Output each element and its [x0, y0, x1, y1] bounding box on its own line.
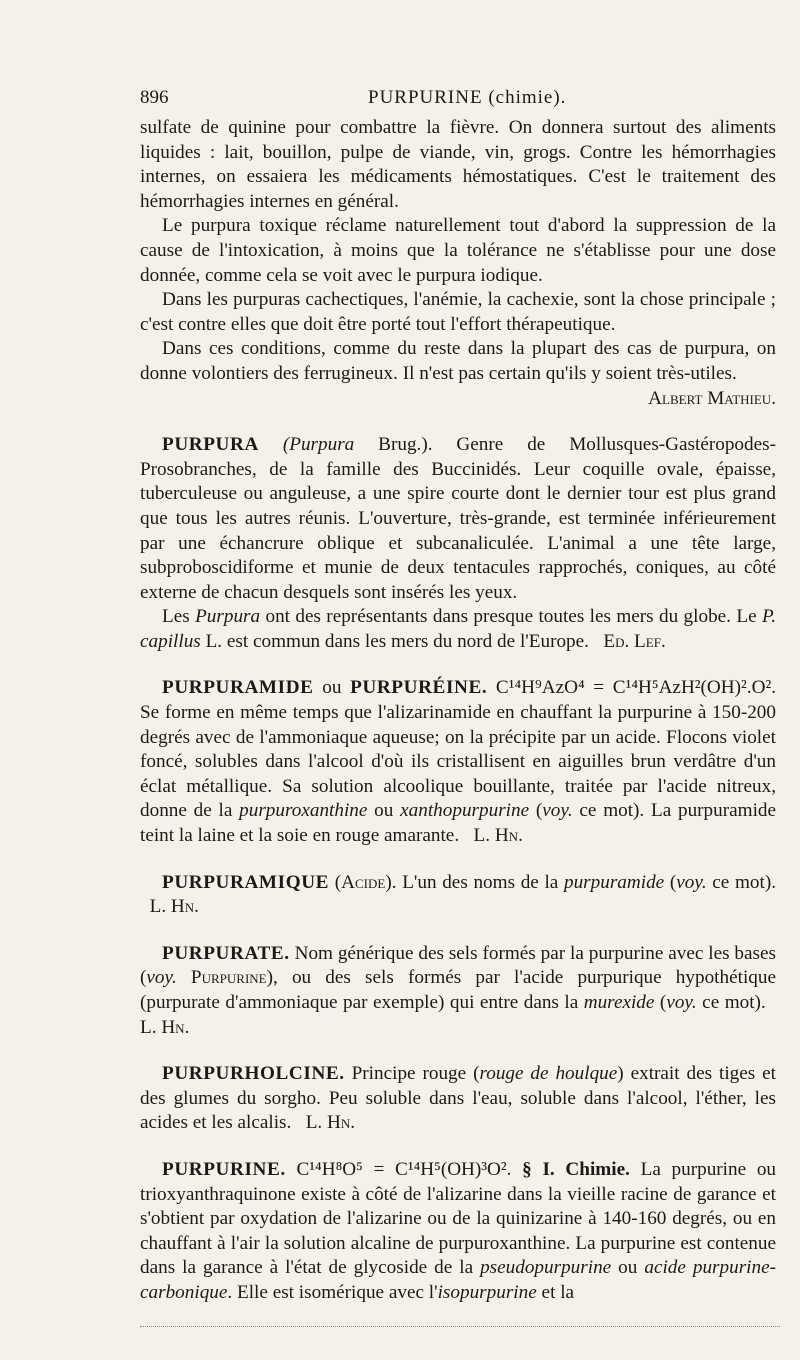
prev-paragraph-1: sulfate de quinine pour combattre la fièvre. On donnera surtout des aliments liquides : lait, bouillon, pulpe de viande, vin, grogs. Contre les hémorrhagies internes, on essaiera les médicaments hémostatiques. C'est le traitement des hémorrhagies internes en général. — [140, 117, 776, 212]
purpuramide-text-d: ce mot). La purpuramide teint la laine et la soie en rouge amarante. — [140, 800, 777, 847]
purpura-text: Brug.). Genre de Mollusques-Gastéropodes-Prosobranches, de la famille des Buccinidés. Leur coquille ovale, épaisse, tuberculeuse ou anguleuse, a une spire courte dont le dernier tour est plus grand que tous les autres réunis. L'ouverture, très-grande, est terminée inférieurement par une échancrure oblique et subcanaliculée. L'animal a une tête large, subproboscidiforme et munie de deux tentacules rapprochés, coniques, au côté externe de chacun desquels sont insérés les yeux. — [140, 434, 776, 603]
running-title: PURPURINE (chimie). — [368, 87, 567, 108]
signature-hn: L. Hn. — [149, 896, 199, 918]
voy-ref: voy. — [666, 992, 697, 1013]
term-murexide: murexide — [583, 992, 655, 1013]
purpura-p2-text-c: L. est commun dans les mers du nord de l'Europe. — [200, 630, 589, 652]
purpura-genus: Purpura — [195, 606, 261, 628]
formula-purpurine: C¹⁴H⁸O⁵ = C¹⁴H⁵(OH)³O². — [285, 1158, 523, 1180]
entry-purpurine — [140, 1158, 776, 1306]
acide-label: (Acide). — [329, 871, 403, 893]
lemma-purpuramide: PURPURAMIDE — [162, 677, 314, 699]
term-purpuroxanthine: purpuroxanthine — [239, 800, 368, 822]
purpura-p2-text-a: Les — [162, 606, 196, 628]
entry-purpuramide — [140, 676, 776, 848]
purpurate-text-c: ( — [654, 992, 667, 1013]
signature-hn: L. Hn. — [140, 1016, 190, 1038]
purpurate-text-a: Nom générique des sels formés par la purpurine avec les bases ( — [140, 942, 776, 989]
lemma-purpurate: PURPURATE. — [162, 942, 290, 964]
bottom-dotted-rule — [140, 1326, 780, 1327]
signature-hn: L. Hn. — [473, 825, 523, 847]
entry-purpuramique — [140, 871, 776, 920]
term-xanthopurpurine: xanthopurpurine — [400, 800, 530, 822]
purpuramide-text-b: ou — [367, 800, 401, 822]
prev-paragraph-4: Dans ces conditions, comme du reste dans la plupart des cas de purpura, on donne volontiers des ferrugineux. Il n'est pas certain qu'ils y soient très-utiles. — [140, 338, 776, 384]
purpuramique-text-a: L'un des noms de la — [402, 871, 564, 893]
prev-paragraph-3: Dans les purpuras cachectiques, l'anémie, la cachexie, sont la chose principale ; c'est contre elles que doit être porté tout l'effort thérapeutique. — [140, 289, 776, 335]
purpuramide-text-c: ( — [529, 800, 543, 822]
conjunction-ou: ou — [313, 677, 351, 699]
prev-paragraph-2: Le purpura toxique réclame naturellement tout d'abord la suppression de la cause de l'intoxication, à moins que la tolérance ne s'établisse pour une dose donnée, comme cela se voit avec le purpura iodique. — [140, 215, 776, 286]
purpura-species: P. capillus — [140, 606, 776, 652]
purpurate-text-d: ce mot). — [696, 992, 766, 1013]
purpurate-text-b: ), ou des sels formés par l'acide purpurique hypothétique (purpurate d'ammoniaque par exemple) qui entre dans la — [140, 967, 776, 1013]
signature-mathieu: Albert Mathieu. — [648, 387, 776, 409]
voy-ref: voy. — [676, 871, 707, 893]
entry-purpurholcine — [140, 1062, 776, 1136]
entry-purpura-p2 — [140, 605, 776, 654]
entry-purpura — [140, 433, 776, 605]
term-acide-purpurine-carbonique: acide purpurine-carbonique — [140, 1257, 777, 1303]
voy-ref: voy. — [542, 800, 573, 822]
term-pseudopurpurine: pseudopurpurine — [480, 1257, 612, 1279]
purpuramide-text-a: Se forme en même temps que l'alizarinamide en chauffant la purpurine à 150-200 degrés avec de l'ammoniaque aqueuse; on la précipite par un acide. Flocons violet foncé, solubles dans l'alcool d'où ils cristallisent en aiguilles brun verdâtre d'un éclat métallique. Sa solution alcoolique bouillante, traitée par l'acide nitreux, donne de la — [140, 702, 776, 822]
purpurine-text-d: et la — [536, 1281, 575, 1303]
purpurine-text-c: . Elle est isomérique avec l' — [227, 1281, 438, 1303]
entry-purpurate — [140, 942, 776, 1040]
latin-name: (Purpura — [282, 434, 355, 456]
lemma-purpurine: PURPURINE. — [162, 1158, 286, 1180]
purpura-p2-text-b: ont des représentants dans presque toutes les mers du globe. Le — [260, 606, 762, 628]
lemma-purpura: PURPURA — [162, 434, 259, 456]
body-text — [140, 116, 776, 1306]
crossref-purpurine: Purpurine — [176, 967, 267, 989]
voy-ref: voy. — [146, 967, 177, 989]
purpuramique-text-b: ( — [664, 871, 677, 893]
formula-purpuramide: C¹⁴H⁹AzO⁴ = C¹⁴H⁵AzH²(OH)².O². — [487, 677, 776, 699]
term-rouge-de-houlque: rouge de houlque — [479, 1063, 618, 1085]
section-heading: § I. Chimie. — [522, 1158, 630, 1180]
term-isopurpurine: isopurpurine — [437, 1281, 537, 1303]
page-number: 896 — [140, 87, 169, 108]
purpurine-text-a: La purpurine ou trioxyanthraquinone existe à côté de l'alizarine dans la vieille racine de garance et s'obtient par oxydation de l'alizarine ou de la quinizarine à 140-160 degrés, ou en chauffant à l'air la solution alcaline de purpuroxanthine. La purpurine est contenue dans la garance à l'état de glycoside de la — [140, 1158, 777, 1279]
signature-lef: Ed. Lef. — [603, 630, 666, 652]
lemma-purpureine: PURPURÉINE. — [350, 677, 488, 699]
lemma-purpuramique: PURPURAMIQUE — [162, 871, 330, 893]
purpurine-text-b: ou — [611, 1257, 645, 1279]
signature-hn: L. Hn. — [305, 1112, 356, 1134]
purpurholcine-text-b: ) extrait des tiges et des glumes du sorgho. Peu soluble dans l'eau, soluble dans l'alcool, l'éther, les acides et les alcalis. — [140, 1063, 776, 1134]
lemma-purpurholcine: PURPURHOLCINE. — [162, 1063, 345, 1085]
purpuramique-text-c: ce mot). — [706, 871, 777, 893]
purpurholcine-text-a: Principe rouge ( — [344, 1063, 480, 1085]
term-purpuramide: purpuramide — [563, 871, 665, 893]
